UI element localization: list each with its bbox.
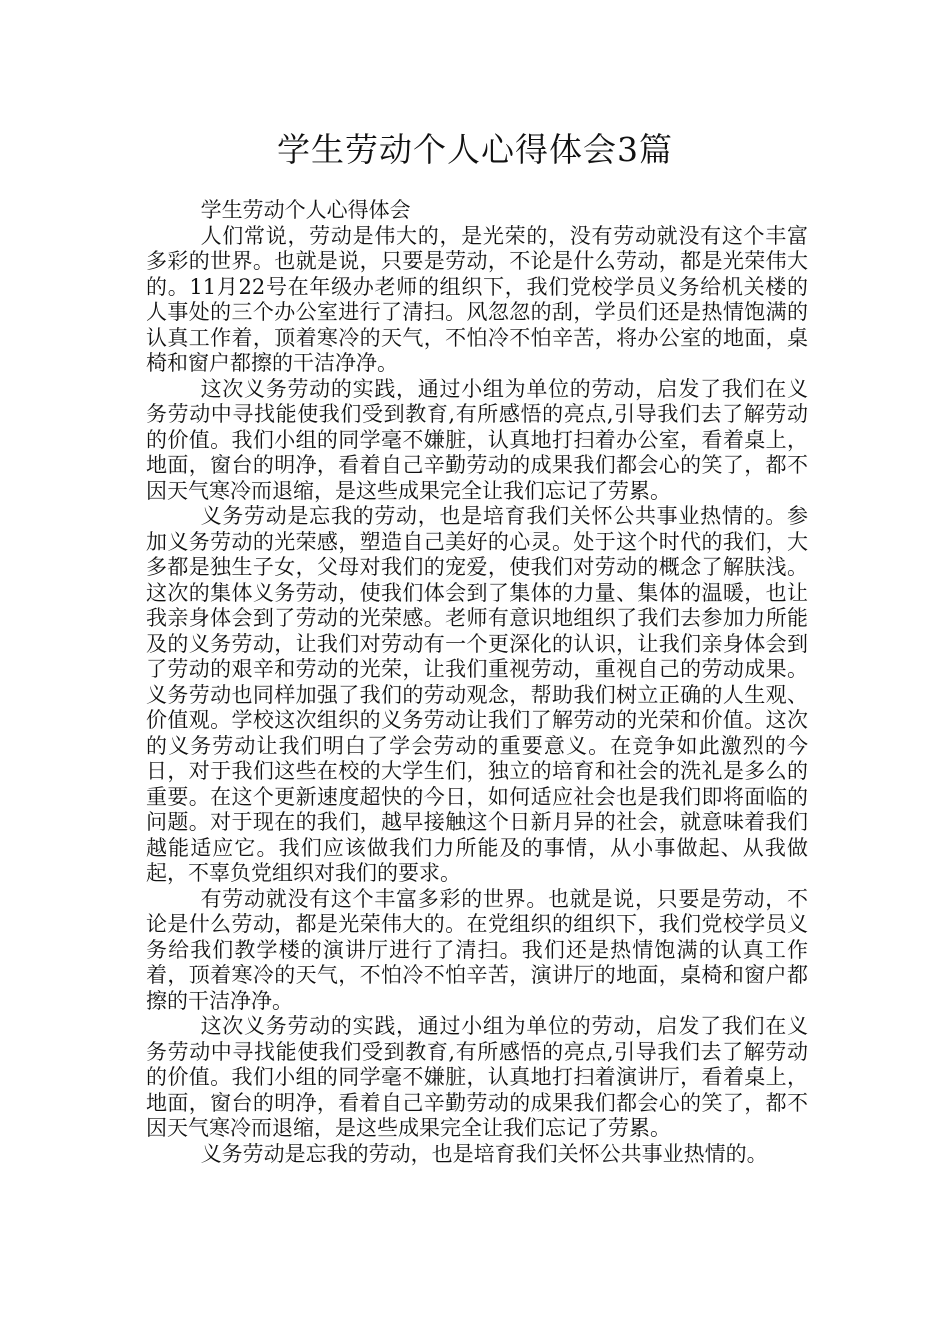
paragraph: 有劳动就没有这个丰富多彩的世界。也就是说，只要是劳动，不论是什么劳动，都是光荣伟大的。在党组织的组织下，我们党校学员义务给我们教学楼的演讲厅进行了清扫。我们还是热情饱满的认真工作着，顶着寒冷的天气，不怕冷不怕辛苦，演讲厅的地面，桌椅和窗户都擦的干洁净净。 <box>146 886 808 1013</box>
paragraph: 这次义务劳动的实践，通过小组为单位的劳动，启发了我们在义务劳动中寻找能使我们受到教育,有所感悟的亮点,引导我们去了解劳动的价值。我们小组的同学毫不嫌脏，认真地打扫着演讲厅，看着桌上，地面，窗台的明净，看着自己辛勤劳动的成果我们都会心的笑了，都不因天气寒冷而退缩，是这些成果完全让我们忘记了劳累。 <box>146 1014 808 1140</box>
page-title: 学生劳动个人心得体会3篇 <box>277 130 673 169</box>
section-heading: 学生劳动个人心得体会 <box>200 198 411 222</box>
paragraph: 人们常说，劳动是伟大的，是光荣的，没有劳动就没有这个丰富多彩的世界。也就是说，只要是劳动，不论是什么劳动，都是光荣伟大的。11月22号在年级办老师的组织下，我们党校学员义务给机关楼的人事处的三个办公室进行了清扫。风忽忽的刮，学员们还是热情饱满的认真工作着，顶着寒冷的天气，不怕冷不怕辛苦，将办公室的地面，桌椅和窗户都擦的干洁净净。 <box>146 223 808 375</box>
paragraph: 义务劳动是忘我的劳动，也是培育我们关怀公共事业热情的。 <box>200 1141 768 1166</box>
paragraph: 这次义务劳动的实践，通过小组为单位的劳动，启发了我们在义务劳动中寻找能使我们受到教育,有所感悟的亮点,引导我们去了解劳动的价值。我们小组的同学毫不嫌脏，认真地打扫着办公室，看着桌上，地面，窗台的明净，看着自己辛勤劳动的成果我们都会心的笑了，都不因天气寒冷而退缩，是这些成果完全让我们忘记了劳累。 <box>146 376 808 503</box>
document-body <box>146 198 808 1167</box>
paragraph: 义务劳动是忘我的劳动，也是培育我们关怀公共事业热情的。参加义务劳动的光荣感，塑造自己美好的心灵。处于这个时代的我们，大多都是独生子女，父母对我们的宠爱，使我们对劳动的概念了解肤浅。这次的集体义务劳动，使我们体会到了集体的力量、集体的温暖，也让我亲身体会到了劳动的光荣感。老师有意识地组织了我们去参加力所能及的义务劳动，让我们对劳动有一个更深化的认识，让我们亲身体会到了劳动的艰辛和劳动的光荣，让我们重视劳动，重视自己的劳动成果。义务劳动也同样加强了我们的劳动观念，帮助我们树立正确的人生观、价值观。学校这次组织的义务劳动让我们了解劳动的光荣和价值。这次的义务劳动让我们明白了学会劳动的重要意义。在竞争如此激烈的今日，对于我们这些在校的大学生们，独立的培育和社会的洗礼是多么的重要。在这个更新速度超快的今日，如何适应社会也是我们即将面临的问题。对于现在的我们，越早接触这个日新月异的社会，就意味着我们越能适应它。我们应该做我们力所能及的事情，从小事做起、从我做起，不辜负党组织对我们的要求。 <box>146 504 808 885</box>
